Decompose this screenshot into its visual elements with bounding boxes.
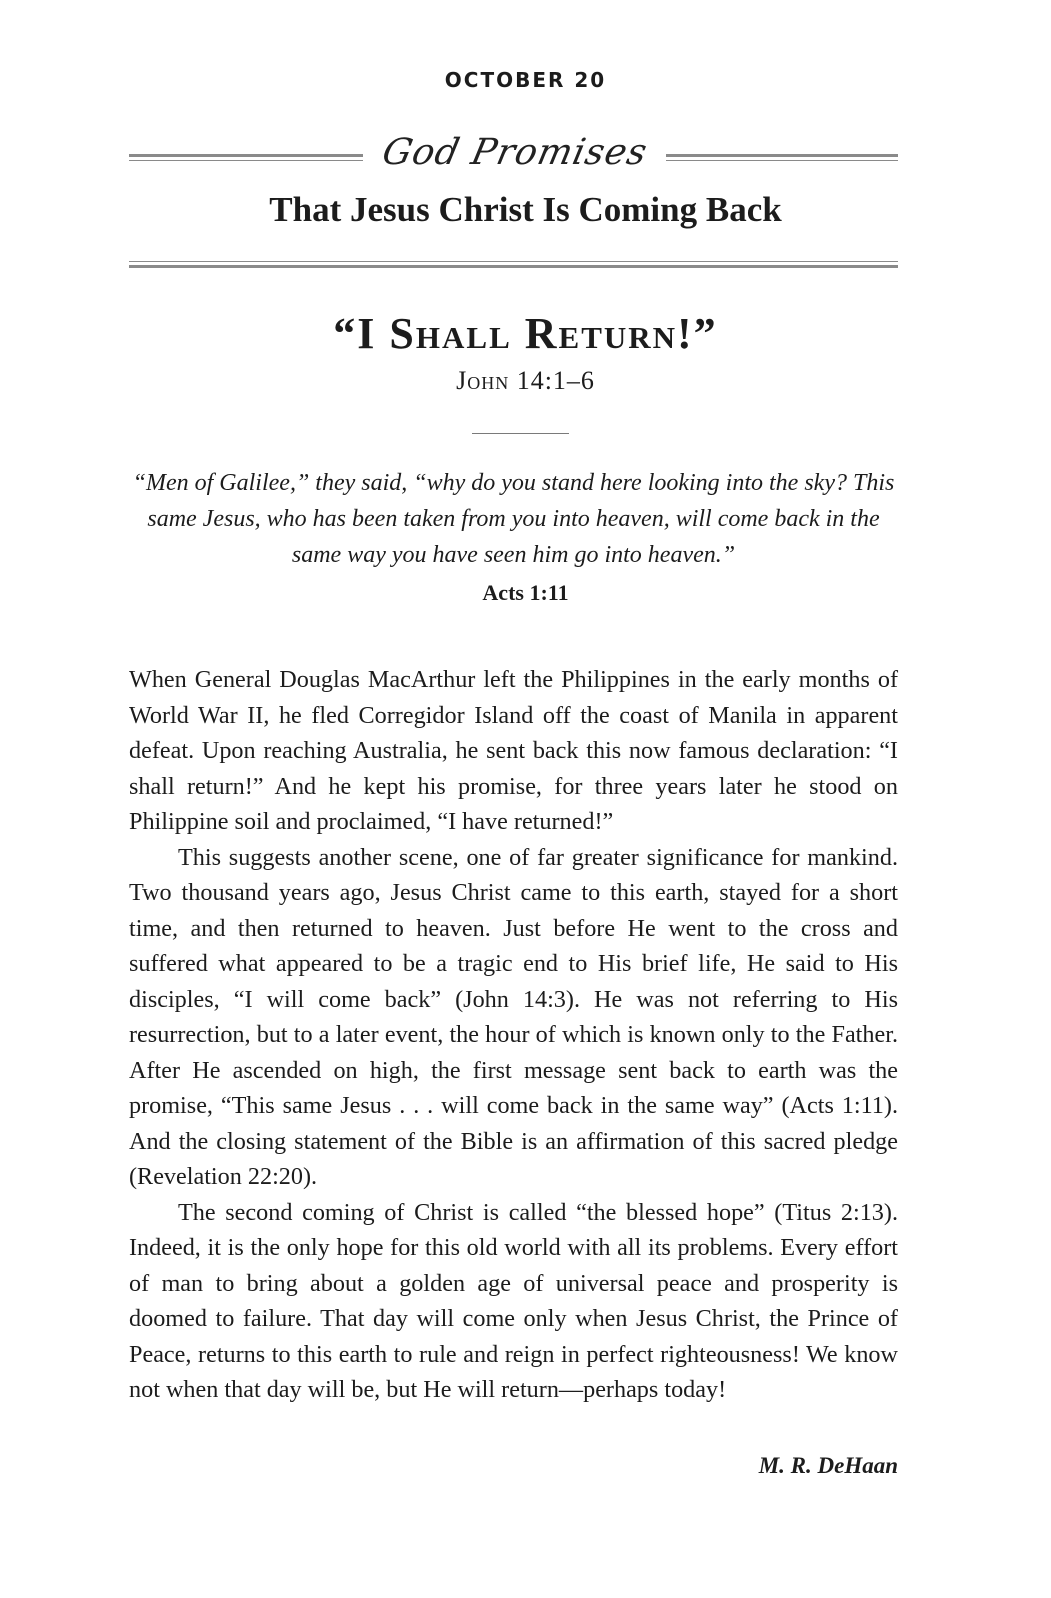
double-rule-right: [666, 154, 898, 162]
epigraph-reference: Acts 1:11: [482, 580, 569, 605]
body-paragraph: This suggests another scene, one of far greater significance for mankind. Two thousand years ago, Jesus Christ came to this earth, stayed for a short time, and then returned to heaven. Just before He went to the cross and suffered what appeared to be a tragic end to His brief life, He said to His disciples, “I will come back” (John 14:3). He was not referring to His resurrection, but to a later event, the hour of which is known only to the Father. After He ascended on high, the first message sent back to earth was the promise, “This same Jesus . . . will come back in the same way” (Acts 1:11). And the closing statement of the Bible is an affirmation of this sacred pledge (Revelation 22:20).: [129, 843, 898, 1190]
rule-line-thick: [129, 154, 363, 157]
promise-subtitle: That Jesus Christ Is Coming Back: [269, 190, 782, 229]
series-title-script: God Promises: [378, 132, 652, 173]
date-heading: OCTOBER 20: [444, 68, 607, 92]
section-divider: [472, 433, 569, 434]
rule-line-thick: [129, 265, 898, 268]
rule-line-thin: [666, 160, 898, 161]
rule-line-thin: [129, 261, 898, 262]
series-title-ornament: [129, 132, 898, 190]
double-rule-left: [129, 154, 363, 162]
rule-line-thin: [129, 160, 363, 161]
author-attribution: M. R. DeHaan: [758, 1453, 898, 1478]
body-paragraph: When General Douglas MacArthur left the Philippines in the early months of World War II, he fled Corregidor Island off the coast of Manila in apparent defeat. Upon reaching Australia, he sent back this now famous declaration: “I shall return!” And he kept his promise, for three years later he stood on Philippine soil and proclaimed, “I have returned!”: [129, 666, 898, 835]
double-rule-bottom: [129, 261, 898, 269]
devotion-title: “I Shall Return!”: [333, 309, 718, 358]
devotion-body: [129, 662, 898, 1408]
body-paragraph: The second coming of Christ is called “the blessed hope” (Titus 2:13). Indeed, it is the only hope for this old world with all its problems. Every effort of man to bring about a golden age of universal peace and prosperity is doomed to failure. That day will come only when Jesus Christ, the Prince of Peace, returns to this earth to rule and reign in perfect righteousness! We know not when that day will be, but He will return—perhaps today!: [129, 1198, 898, 1403]
reading-reference: John 14:1–6: [456, 366, 595, 395]
rule-line-thick: [666, 154, 898, 157]
epigraph-quote: “Men of Galilee,” they said, “why do you stand here looking into the sky? This same Jesus, who has been taken from you into heaven, will come back in the same way you have seen him go into heaven.”: [132, 470, 895, 568]
